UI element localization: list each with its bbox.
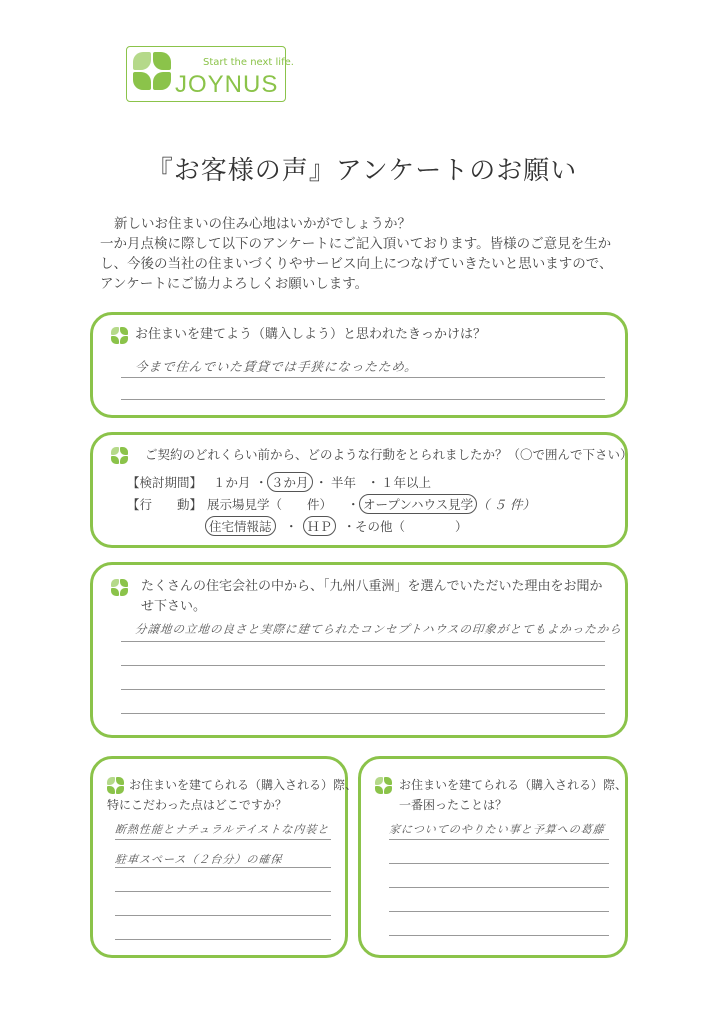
question-text: お住まいを建てよう（購入しよう）と思われたきっかけは？ (135, 327, 487, 342)
question-text: 一番困ったことは？ (399, 798, 508, 812)
action-option-selected: ＨＰ (303, 516, 336, 536)
company-logo (126, 46, 294, 102)
answer-line (115, 939, 331, 940)
answer-line (389, 839, 609, 840)
answer-text: 家についてのやりたい事と予算への葛藤 (388, 823, 606, 836)
clover-icon (111, 447, 129, 465)
action-option-selected: オープンハウス見学 (359, 494, 477, 514)
separator: ・ (367, 475, 380, 490)
answer-text: 今まで住んでいた賃貸では手狭になったため。 (134, 359, 419, 374)
answer-line (115, 891, 331, 892)
logo-name: JOYNUS (175, 71, 279, 98)
period-option-selected: ３か月 (267, 472, 313, 492)
answer-line (121, 641, 605, 642)
question-box-5 (358, 756, 628, 958)
separator: ・ (255, 475, 268, 490)
answer-line (389, 911, 609, 912)
handwritten-count: （ ５ 件） (477, 497, 535, 512)
question-box-1 (90, 312, 628, 418)
question-box-3 (90, 562, 628, 738)
action-option: その他（ ） (355, 519, 468, 534)
question-box-4 (90, 756, 358, 958)
action-option: 展示場見学（ 件） (207, 497, 333, 512)
answer-line (389, 863, 609, 864)
answer-text: 分譲地の立地の良さと実際に建てられたコンセプトハウスの印象がとてもよかったから (134, 622, 623, 636)
period-option: １か月 (213, 475, 251, 490)
answer-line (389, 935, 609, 936)
answer-line (121, 665, 605, 666)
question-text: お住まいを建てられる（購入される）際、 (399, 778, 628, 792)
intro-line: 一か月点検に際して以下のアンケートにご記入頂いております。皆様のご意見を生か (100, 236, 612, 252)
question-text: せ下さい。 (141, 599, 207, 614)
answer-line (121, 399, 605, 400)
period-option: １年以上 (381, 475, 432, 490)
separator: ・ (315, 475, 328, 490)
answer-text: 断熱性能とナチュラルテイストな内装と (114, 823, 331, 836)
clover-icon (111, 579, 129, 597)
action-label: 【行 動】 (127, 497, 203, 512)
question-text: たくさんの住宅会社の中から、「九州八重洲」を選んでいただいた理由をお聞か (141, 579, 603, 594)
logo-leaf-icon (133, 52, 151, 70)
question-box-2 (90, 432, 633, 548)
answer-line (115, 839, 331, 840)
question-text: お住まいを建てられる（購入される）際、 (129, 778, 358, 792)
page-title: 『お客様の声』アンケートのお願い (146, 156, 578, 186)
intro-line: し、今後の当社の住まいづくりやサービス向上につなげていきたいと思いますので、 (100, 256, 613, 272)
intro-line: 新しいお住まいの住み心地はいかがでしょうか？ (114, 216, 411, 232)
action-option-selected: 住宅情報誌 (205, 516, 276, 536)
answer-text: 駐車スペース（２台分）の確保 (114, 853, 284, 866)
intro-line: アンケートにご協力よろしくお願いします。 (100, 276, 369, 292)
question-text: ご契約のどれくらい前から、どのような行動をとられましたか？（〇で囲んで下さい） (145, 447, 633, 462)
period-label: 【検討期間】 (127, 475, 203, 490)
answer-line (121, 377, 605, 378)
answer-line (115, 867, 331, 868)
logo-tagline: Start the next life. (203, 57, 294, 68)
logo-leaf-icon (153, 72, 171, 90)
answer-line (121, 713, 605, 714)
answer-line (121, 689, 605, 690)
answer-line (389, 887, 609, 888)
logo-leaf-icon (133, 72, 151, 90)
clover-icon (107, 777, 125, 795)
intro-text (100, 214, 660, 294)
question-text: 特にこだわった点はどこですか？ (107, 798, 287, 812)
clover-icon (375, 777, 393, 795)
answer-line (115, 915, 331, 916)
separator: ・ (343, 519, 356, 534)
clover-icon (111, 327, 129, 345)
period-option: 半年 (331, 475, 357, 490)
separator: ・ (347, 497, 360, 512)
logo-leaf-icon (153, 52, 171, 70)
separator: ・ (285, 519, 298, 534)
